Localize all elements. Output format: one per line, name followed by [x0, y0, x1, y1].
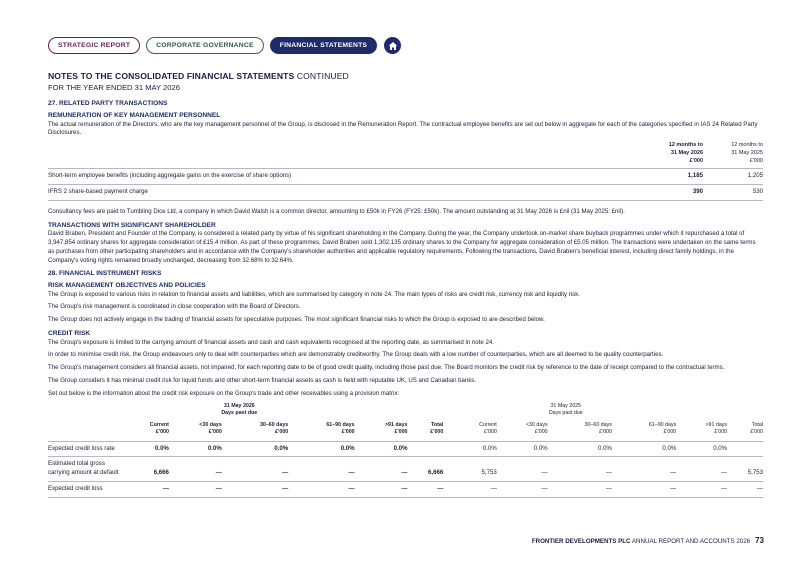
col-gt91-2025: >91 days £'000: [705, 421, 728, 435]
nav-financial-statements[interactable]: FINANCIAL STATEMENTS: [270, 37, 377, 54]
home-button[interactable]: [384, 37, 401, 54]
note-27-heading: 27. RELATED PARTY TRANSACTIONS: [48, 100, 168, 108]
table-row: [48, 169, 763, 185]
cell: —: [169, 481, 222, 497]
cell: —: [124, 481, 169, 497]
cell: —: [288, 481, 354, 497]
cell: 5,753: [455, 457, 496, 482]
cell: 6,666: [408, 457, 444, 482]
table-row: [48, 184, 763, 200]
col-lt30-2025: <30 days £'000: [525, 421, 548, 435]
col-current-2026: Current £'000: [149, 421, 169, 435]
credit-risk-heading: CREDIT RISK: [48, 330, 91, 338]
note-28-heading: 28. FINANCIAL INSTRUMENT RISKS: [48, 270, 162, 278]
col-2025-header: 12 months to 31 May 2025 £'000: [731, 142, 763, 165]
cell: 0.0%: [497, 441, 548, 457]
cell: —: [355, 457, 408, 482]
value-2025: 1,205: [703, 169, 763, 185]
risk-objectives-heading: RISK MANAGEMENT OBJECTIVES AND POLICIES: [48, 282, 206, 289]
cell: 0.0%: [169, 441, 222, 457]
nav-strategic-report[interactable]: STRATEGIC REPORT: [48, 37, 140, 54]
table-row: [48, 441, 763, 457]
cell: [727, 441, 763, 457]
shareholder-heading: TRANSACTIONS WITH SIGNIFICANT SHAREHOLDER: [48, 221, 216, 229]
row-label: Expected credit loss: [48, 481, 124, 497]
page-content: [48, 70, 763, 498]
cell: —: [222, 457, 288, 482]
risk-text-2: The Group's risk management is coordinated in close cooperation with the Board of Directors.: [48, 303, 301, 311]
section-nav: [48, 37, 401, 54]
cell: —: [408, 481, 444, 497]
row-label: Expected credit loss rate: [48, 441, 124, 457]
cell: 0.0%: [124, 441, 169, 457]
cell: 0.0%: [676, 441, 727, 457]
footer-company: FRONTIER DEVELOPMENTS PLC: [531, 538, 631, 546]
cell: 0.0%: [222, 441, 288, 457]
page-title-text: NOTES TO THE CONSOLIDATED FINANCIAL STATEMENTS: [48, 71, 295, 81]
page-title: [48, 70, 763, 82]
cell: —: [548, 481, 612, 497]
credit-risk-table: [48, 403, 763, 498]
key-management-text: The actual remuneration of the Directors, who are the key management personnel of the Group, is disclosed in the Remuneration Report. The contractual employee benefits are set out below in aggregate for each of the categories specified in IAS 24 Related Party Disclosures.: [48, 120, 758, 137]
key-management-heading: REMUNERATION OF KEY MANAGEMENT PERSONNEL: [48, 112, 221, 119]
cell: —: [288, 457, 354, 482]
shareholder-text: David Braben, President and Founder of the Company, is considered a related party by virtue of his significant shareholding in the Company. During the year, the Company undertook on-market share buyback programmes under which it repurchased a total of 3,947,854 ordinary shares for aggregate consideration of £15.4 million. As part of these programmes, David Braben sold 1,302,135 ordinary shares to the Company for aggregate consideration of £5.05 million. The transactions were undertaken on the same terms as purchases from other participating shareholders and in accordance with the Company's shareholder authorities and applicable regulatory requirements. Following the transactions, David Braben's beneficial interest, including direct family holdings, in the Company's voting rights remained broadly unchanged, decreasing from 32.68% to 32.64%.: [48, 230, 756, 264]
cell: 5,753: [727, 457, 763, 482]
footer-text: [532, 538, 750, 547]
cell: —: [355, 481, 408, 497]
col-61-90-2026: 61–90 days £'000: [326, 421, 355, 435]
cell: —: [676, 457, 727, 482]
group-2025-header: 31 May 2025 Days past due: [548, 402, 583, 416]
cell: —: [612, 457, 676, 482]
page-title-suffix: CONTINUED: [296, 71, 349, 81]
cell: 0.0%: [612, 441, 676, 457]
credit-text-2: In order to minimise credit risk, the Group endeavours only to deal with counterparties which are demonstrably creditworthy. The Group deals with a low number of counterparties, which are all deemed to be quality counterparties.: [48, 351, 664, 359]
cell: —: [169, 457, 222, 482]
credit-text-5: Set out below is the information about the credit risk exposure on the Group's trade and other receivables using a provision matrix:: [48, 389, 400, 397]
risk-text-3: The Group does not actively engage in the trading of financial assets for speculative purposes. The most significant financial risks to which the Group is exposed to are described below.: [48, 316, 545, 324]
row-label: Short-term employee benefits (including aggregate gains on the exercise of share options): [48, 169, 643, 185]
footer-doc: ANNUAL REPORT AND ACCOUNTS 2026: [631, 538, 751, 546]
row-label: IFRS 2 share-based payment charge: [48, 184, 643, 200]
cell: 0.0%: [548, 441, 612, 457]
col-total-2026: Total £'000: [430, 421, 444, 435]
table-row: [48, 457, 763, 482]
page-subtitle: FOR THE YEAR ENDED 31 MAY 2026: [48, 83, 180, 93]
risk-text-1: The Group is exposed to various risks in relation to financial assets and liabilities, which are summarised by category in note 24. The main types of risks are credit risk, currency risk and liquidity risk.: [48, 290, 580, 298]
nav-corporate-governance[interactable]: CORPORATE GOVERNANCE: [146, 37, 264, 54]
consultancy-text: Consultancy fees are paid to Tumbling Dice Ltd, a company in which David Walsh is a common director, amounting to £50k in FY26 (FY25: £50k). The amount outstanding at 31 May 2026 is £nil (31 May 2025: £nil).: [48, 207, 625, 215]
cell: —: [497, 457, 548, 482]
cell: 0.0%: [455, 441, 496, 457]
col-lt30-2026: <30 days £'000: [199, 421, 222, 435]
credit-text-3: The Group's management considers all financial assets, not impaired, for each reporting date to be of good credit quality, including those past due. The Board monitors the credit risk by reference to the date of receipt compared to the contractual terms.: [48, 364, 725, 372]
cell: —: [727, 481, 763, 497]
remuneration-table: [48, 142, 763, 201]
home-icon: [388, 41, 398, 51]
table-row: [48, 481, 763, 497]
cell: —: [612, 481, 676, 497]
cell: 0.0%: [355, 441, 408, 457]
cell: [408, 441, 444, 457]
group-2026-header: 31 May 2026 Days past due: [221, 402, 258, 416]
cell: —: [455, 481, 496, 497]
col-61-90-2025: 61–90 days £'000: [648, 421, 677, 435]
credit-text-1: The Group's exposure is limited to the carrying amount of financial assets and cash and cash equivalents recognised at the reporting date, as summarised in note 24.: [48, 338, 494, 346]
cell: 6,666: [124, 457, 169, 482]
col-total-2025: Total £'000: [750, 421, 763, 435]
value-2026: 1,185: [643, 169, 703, 185]
value-2026: 390: [643, 184, 703, 200]
credit-text-4: The Group considers it has minimal credit risk for liquid funds and other short-term financial assets as cash is held with reputable UK, US and Canadian banks.: [48, 377, 477, 385]
value-2025: 530: [703, 184, 763, 200]
col-current-2025: Current £'000: [479, 421, 497, 435]
cell: 0.0%: [288, 441, 354, 457]
row-label: Estimated total gross carrying amount at default: [48, 457, 124, 482]
cell: —: [676, 481, 727, 497]
page-footer: [532, 535, 764, 547]
cell: —: [548, 457, 612, 482]
col-30-60-2026: 30–60 days £'000: [259, 421, 289, 435]
cell: —: [222, 481, 288, 497]
col-gt91-2026: >91 days £'000: [384, 421, 408, 435]
col-2026-header: 12 months to 31 May 2026 £'000: [668, 142, 703, 165]
cell: —: [497, 481, 548, 497]
col-30-60-2025: 30–60 days £'000: [584, 421, 612, 435]
page-number: 73: [755, 536, 764, 546]
